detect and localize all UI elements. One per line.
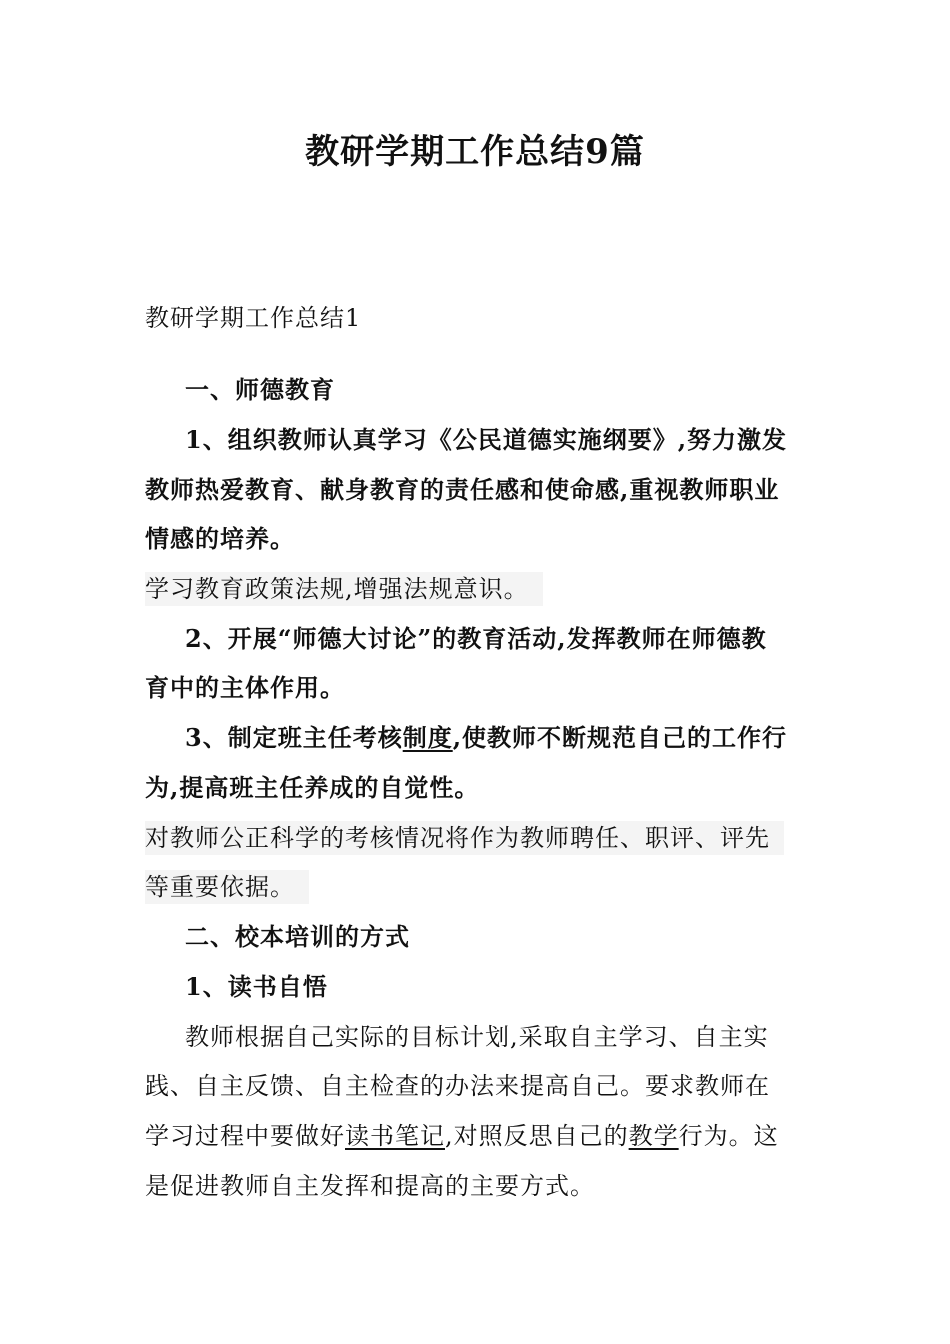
item-3-line-2: 为,提高班主任养成的自觉性。 xyxy=(145,773,480,802)
heading-teacher-ethics: 一、师德教育 xyxy=(185,375,335,404)
paragraph-line-2: 践、自主反馈、自主检查的办法来提高自己。要求教师在 xyxy=(145,1072,770,1100)
paragraph-3-post: 行为。这 xyxy=(678,1122,779,1150)
item-1-line-3: 情感的培养。 xyxy=(145,524,295,553)
item-2-line-2: 育中的主体作用。 xyxy=(145,673,345,702)
document-title: 教研学期工作总结9篇 xyxy=(305,132,645,172)
paragraph-line-1: 教师根据自己实际的目标计划,采取自主学习、自主实 xyxy=(185,1023,769,1051)
item-3-line-1 xyxy=(185,721,787,755)
note-1: 学习教育政策法规,增强法规意识。 xyxy=(145,572,543,606)
section-title: 教研学期工作总结1 xyxy=(145,304,362,332)
item-1-line-1: 1、组织教师认真学习《公民道德实施纲要》,努力激发 xyxy=(185,425,788,454)
note-3-line-1: 对教师公正科学的考核情况将作为教师聘任、职评、评先 xyxy=(145,821,784,855)
note-3-line-2: 等重要依据。 xyxy=(145,870,309,904)
subheading-self-reading: 1、读书自悟 xyxy=(185,972,328,1001)
item-3-text-post: ,使教师不断规范自己的工作行 xyxy=(452,723,788,752)
paragraph-3-pre: 学习过程中要做好 xyxy=(145,1122,345,1150)
item-2-line-1: 2、开展“师德大讨论”的教育活动,发挥教师在师德教 xyxy=(185,624,767,653)
paragraph-line-3 xyxy=(145,1119,779,1153)
link-reading-notes[interactable]: 读书笔记 xyxy=(345,1122,445,1150)
paragraph-3-mid: ,对照反思自己的 xyxy=(445,1122,629,1150)
paragraph-line-4: 是促进教师自主发挥和提高的主要方式。 xyxy=(145,1172,595,1200)
item-3-text-pre: 3、制定班主任考核 xyxy=(185,723,403,752)
link-teaching[interactable]: 教学 xyxy=(628,1122,679,1150)
item-1-line-2: 教师热爱教育、献身教育的责任感和使命感,重视教师职业 xyxy=(145,475,780,504)
heading-school-training: 二、校本培训的方式 xyxy=(185,922,410,951)
link-system[interactable]: 制度 xyxy=(402,723,453,752)
